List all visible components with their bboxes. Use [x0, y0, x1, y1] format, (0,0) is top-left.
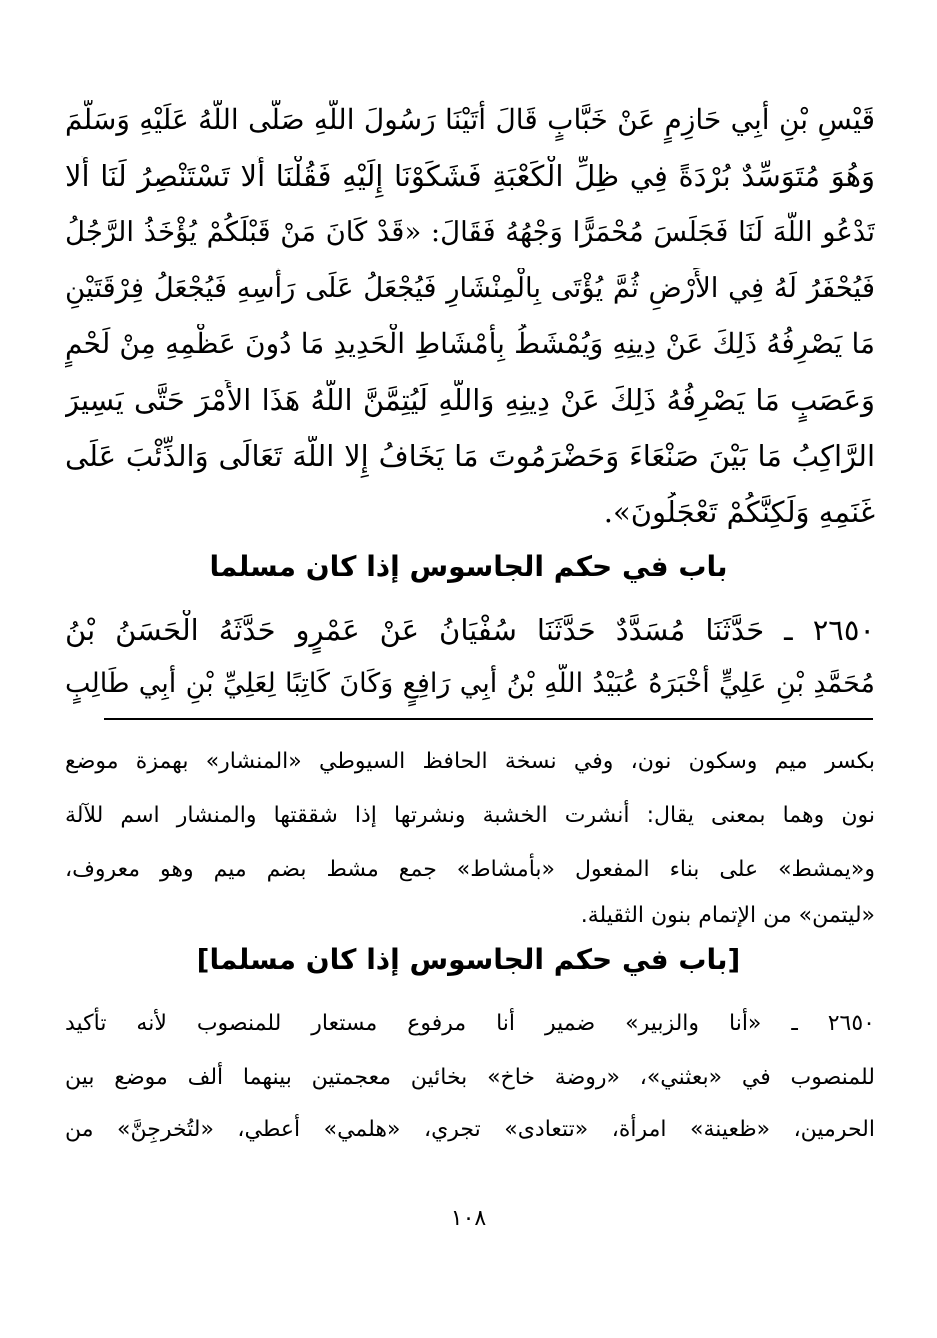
commentary-heading: [باب في حكم الجاسوس إذا كان مسلما]: [196, 943, 741, 976]
main-text-line: فَيُحْفَرُ لَهُ فِي الأَرْضِ ثُمَّ يُؤْتَى بِالْمِنْشَارِ فَيُجْعَلُ عَلَى رَأْسِهِ فَيُجْعَلُ فِرْقَتَيْنِ: [65, 272, 875, 304]
main-text-line: مَا يَصْرِفُهُ ذَلِكَ عَنْ دِينِهِ وَيُمْشَطُ بِأَمْشَاطِ الْحَدِيدِ مَا دُونَ عَظْمِهِ مِنْ لَحْمٍ: [65, 327, 875, 360]
footnote-line: و«يمشط» على بناء المفعول «بأمشاط» جمع مشط بضم ميم وهو معروف،: [65, 857, 875, 882]
chapter-heading: باب في حكم الجاسوس إذا كان مسلما: [209, 550, 728, 583]
footnote-line: الحرمين، «ظعينة» امرأة، «تتعادى» تجري، «هلمي» أعطي، «لتُخرجِنَّ» من: [65, 1117, 875, 1142]
footnote-line: للمنصوب في «بعثني»، «روضة خاخ» بخائين معجمتين بينهما ألف موضع بين: [65, 1065, 875, 1090]
footnote-line: بكسر ميم وسكون نون، وفي نسخة الحافظ السيوطي «المنشار» بهمزة موضع: [65, 749, 875, 774]
main-text-line: قَيْسِ بْنِ أَبِي حَازِمٍ عَنْ خَبَّابٍ قَالَ أَتَيْنَا رَسُولَ اللَّهِ صَلَّى اللَّهُ عَلَيْهِ وَسَلَّمَ: [65, 103, 875, 136]
footnote-divider: [104, 718, 873, 720]
hadith-text-line: مُحَمَّدِ بْنِ عَلِيٍّ أَخْبَرَهُ عُبَيْدُ اللَّهِ بْنُ أَبِي رَافِعٍ وَكَانَ كَاتِبًا لِعَلِيِّ بْنِ أَبِي طَالِبٍ: [65, 668, 875, 699]
main-text-line: غَنَمِهِ وَلَكِنَّكُمْ تَعْجَلُونَ».: [603, 495, 875, 529]
page-number: ١٠٨: [450, 1206, 487, 1231]
main-text-line: وَهُوَ مُتَوَسِّدٌ بُرْدَةً فِي ظِلِّ الْكَعْبَةِ فَشَكَوْنَا إِلَيْهِ فَقُلْنَا أَلا تَسْتَنْصِرُ لَنَا أَلا: [65, 159, 875, 193]
main-text-line: وَعَصَبٍ مَا يَصْرِفُهُ ذَلِكَ عَنْ دِينِهِ وَاللَّهِ لَيُتِمَّنَّ اللَّهُ هَذَا الأَمْرَ حَتَّى يَسِيرَ: [65, 383, 875, 417]
footnote-line: نون وهما بمعنى يقال: أنشرت الخشبة ونشرتها إذا شققتها والمنشار اسم للآلة: [65, 803, 875, 828]
hadith-text-line: ٢٦٥٠ ـ حَدَّثَنَا مُسَدَّدٌ حَدَّثَنَا سُفْيَانُ عَنْ عَمْرٍو حَدَّثَهُ الْحَسَنُ بْنُ: [65, 613, 875, 647]
main-text-line: تَدْعُو اللَّهَ لَنَا فَجَلَسَ مُحْمَرًّا وَجْهُهُ فَقَالَ: «قَدْ كَانَ مَنْ قَبْلَكُمْ يُؤْخَذُ الرَّجُلُ: [65, 216, 875, 248]
footnote-line: «ليتمن» من الإتمام بنون الثقيلة.: [580, 903, 875, 928]
footnote-line: ٢٦٥٠ ـ «أنا والزبير» ضمير أنا مرفوع مستعار للمنصوب لأنه تأكيد: [65, 1011, 875, 1036]
main-text-line: الرَّاكِبُ مَا بَيْنَ صَنْعَاءَ وَحَضْرَمُوتَ مَا يَخَافُ إِلا اللَّهَ تَعَالَى وَالذِّئْبَ عَلَى: [65, 439, 875, 473]
